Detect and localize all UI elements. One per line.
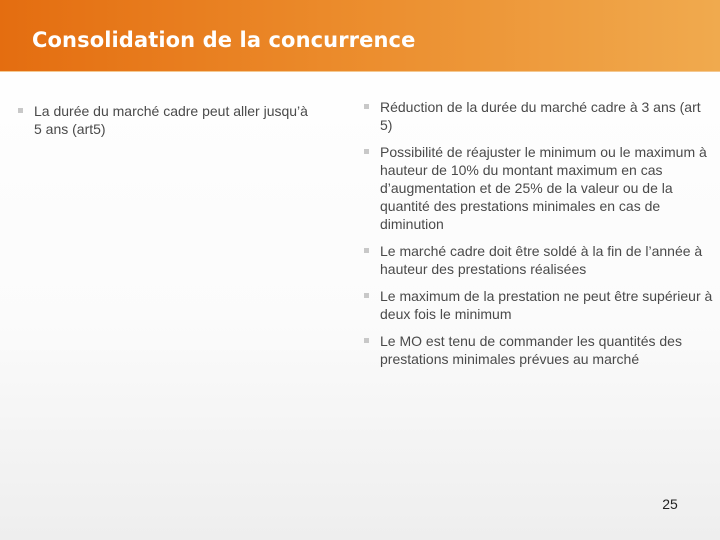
right-bullet-list xyxy=(362,98,714,377)
square-bullet-icon xyxy=(364,248,369,253)
bullet-item xyxy=(362,287,714,323)
slide-title: Consolidation de la concurrence xyxy=(32,28,416,52)
bullet-text: Le marché cadre doit être soldé à la fin de l’année à hauteur des prestations réalisées xyxy=(380,243,703,277)
bullet-text: Possibilité de réajuster le minimum ou le maximum à hauteur de 10% du montant maximum en cas d’augmentation et de 25% de la valeur ou de la quantité des prestations minimales en cas de diminution xyxy=(380,144,707,232)
square-bullet-icon xyxy=(364,149,369,154)
bullet-text: Réduction de la durée du marché cadre à 3 ans (art 5) xyxy=(380,99,701,133)
bullet-item xyxy=(362,143,714,233)
title-bar xyxy=(0,0,720,72)
bullet-text: La durée du marché cadre peut aller jusqu’à 5 ans (art5) xyxy=(34,103,308,137)
square-bullet-icon xyxy=(364,338,369,343)
bullet-item xyxy=(362,332,714,368)
bullet-item xyxy=(362,242,714,278)
left-bullet-list xyxy=(16,102,311,147)
square-bullet-icon xyxy=(18,108,23,113)
square-bullet-icon xyxy=(364,104,369,109)
square-bullet-icon xyxy=(364,293,369,298)
bullet-text: Le MO est tenu de commander les quantités des prestations minimales prévues au marché xyxy=(380,333,682,367)
page-number: 25 xyxy=(662,496,678,512)
bullet-item xyxy=(16,102,311,138)
bullet-text: Le maximum de la prestation ne peut être supérieur à deux fois le minimum xyxy=(380,288,713,322)
bullet-item xyxy=(362,98,714,134)
